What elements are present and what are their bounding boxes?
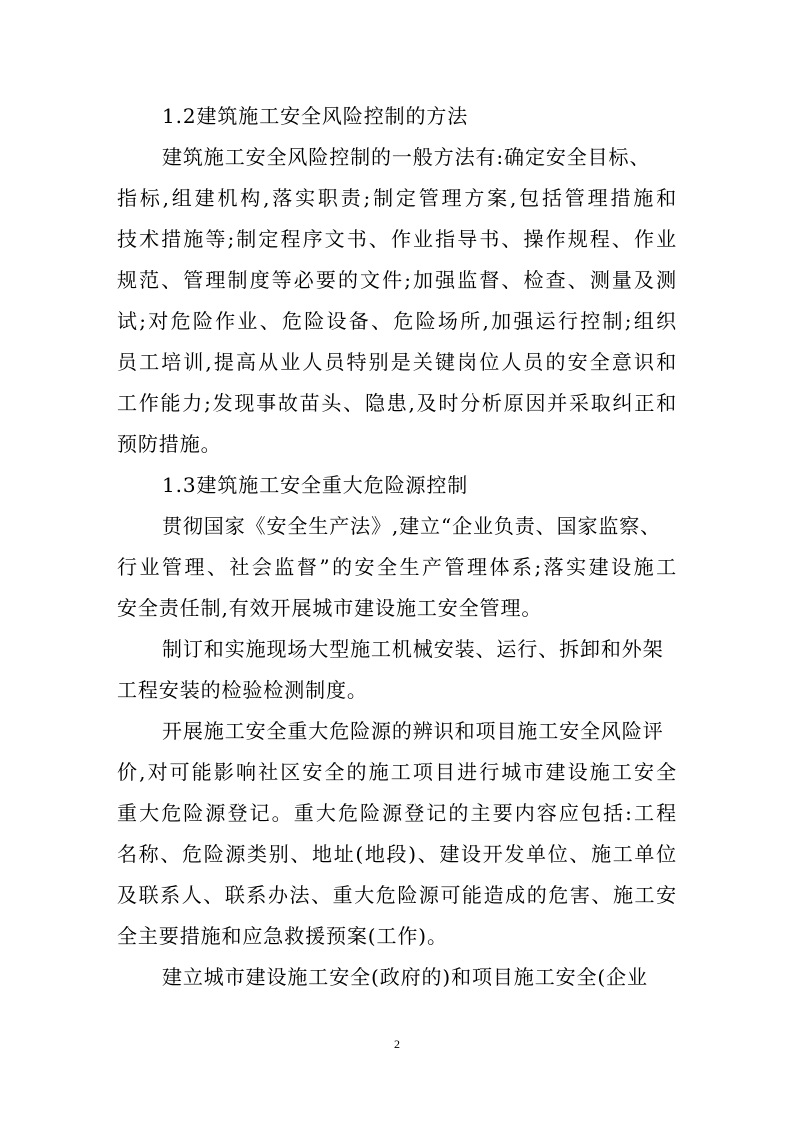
- text-line: 名称、危险源类别、地址(地段)、建设开发单位、施工单位: [117, 842, 677, 866]
- text-line: 员工培训,提高从业人员特别是关键岗位人员的安全意识和: [117, 350, 677, 374]
- body-text: [117, 96, 677, 998]
- text-line: 建筑施工安全风险控制的一般方法有:确定安全目标、: [162, 145, 651, 169]
- section-heading-1-3: 1.3建筑施工安全重大危险源控制: [162, 473, 469, 497]
- paragraph-risk-control-methods: [117, 137, 677, 465]
- text-line: 重大危险源登记。重大危险源登记的主要内容应包括:工程: [117, 801, 677, 825]
- text-line: 开展施工安全重大危险源的辨识和项目施工安全风险评: [162, 719, 664, 743]
- paragraph-hazard-registration: [117, 711, 677, 957]
- text-line: 制订和实施现场大型施工机械安装、运行、拆卸和外架: [162, 637, 664, 661]
- text-line: 指标,组建机构,落实职责;制定管理方案,包括管理措施和: [117, 186, 677, 210]
- text-line: 技术措施等;制定程序文书、作业指导书、操作规程、作业: [117, 227, 677, 251]
- paragraph-safety-law: [117, 506, 677, 629]
- paragraph-establish-safety: [117, 957, 677, 998]
- text-line: 试;对危险作业、危险设备、危险场所,加强运行控制;组织: [117, 309, 677, 333]
- text-line: 工作能力;发现事故苗头、隐患,及时分析原因并采取纠正和: [117, 391, 677, 415]
- text-line: 工程安装的检验检测制度。: [117, 678, 368, 702]
- text-line: 行业管理、社会监督”的安全生产管理体系;落实建设施工: [117, 555, 677, 579]
- text-line: 安全责任制,有效开展城市建设施工安全管理。: [117, 596, 543, 620]
- text-line: 价,对可能影响社区安全的施工项目进行城市建设施工安全: [117, 760, 677, 784]
- text-line: 及联系人、联系办法、重大危险源可能造成的危害、施工安: [117, 883, 677, 907]
- page-number: 2: [394, 1037, 400, 1051]
- text-line: 全主要措施和应急救援预案(工作)。: [117, 924, 448, 948]
- section-heading-1-2: 1.2建筑施工安全风险控制的方法: [162, 104, 469, 128]
- text-line: 预防措施。: [117, 432, 222, 456]
- text-line: 建立城市建设施工安全(政府的)和项目施工安全(企业: [162, 965, 648, 989]
- text-line: 贯彻国家《安全生产法》,建立“企业负责、国家监察、: [162, 514, 662, 538]
- paragraph-inspection-system: [117, 629, 677, 711]
- text-line: 规范、管理制度等必要的文件;加强监督、检查、测量及测: [117, 268, 677, 292]
